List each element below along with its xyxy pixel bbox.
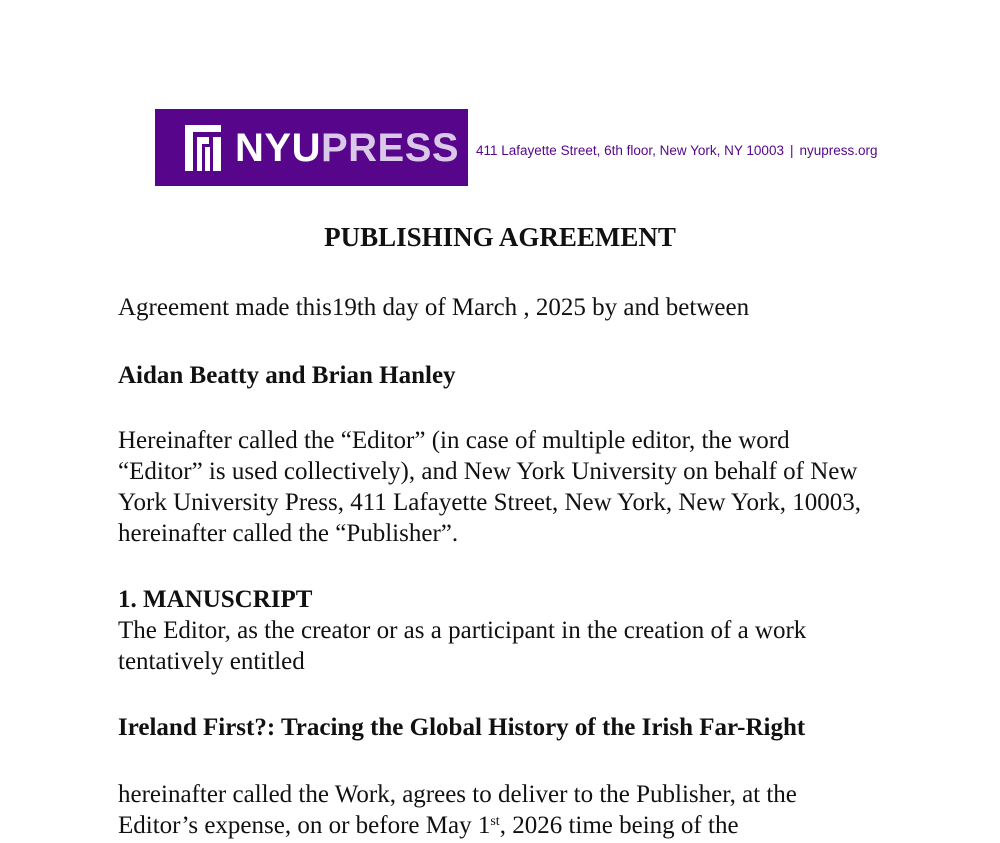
letterhead xyxy=(155,109,878,186)
agreement-intro: Agreement made this19th day of March , 2025 by and between xyxy=(118,294,750,321)
section-1-heading: 1. MANUSCRIPT xyxy=(118,586,313,613)
delivery-paragraph xyxy=(118,779,878,841)
section-1-text: The Editor, as the creator or as a participant in the creation of a work tentatively entitled xyxy=(118,617,807,675)
nyu-press-logo xyxy=(155,109,468,186)
logo-press: PRESS xyxy=(320,125,460,170)
ordinal-suffix: st xyxy=(490,814,500,829)
delivery-text-1: hereinafter called the Work, agrees to deliver to the Publisher, at the Editor’s expense, on or before May 1 xyxy=(118,781,797,839)
torch-arch-icon xyxy=(183,123,223,173)
hereinafter-paragraph: Hereinafter called the “Editor” (in case of multiple editor, the word “Editor” is used collectively), and New York University on behalf of New York University Press, 411 Lafayette Street, New York, New York, 10003, hereinafter called the “Publisher”. xyxy=(118,427,862,547)
delivery-text-2: , 2026 time being of the xyxy=(499,812,739,839)
address-text: 411 Lafayette Street, 6th floor, New York, NY 10003 xyxy=(476,143,784,158)
address-separator: | xyxy=(789,143,794,158)
work-title: Ireland First?: Tracing the Global History of the Irish Far-Right xyxy=(118,714,806,741)
press-address xyxy=(476,143,878,158)
website-link[interactable]: nyupress.org xyxy=(799,143,878,158)
parties-names: Aidan Beatty and Brian Hanley xyxy=(118,362,456,389)
logo-nyu: NYU xyxy=(235,125,321,170)
logo-wordmark xyxy=(235,125,460,170)
page-title: PUBLISHING AGREEMENT xyxy=(324,222,676,252)
